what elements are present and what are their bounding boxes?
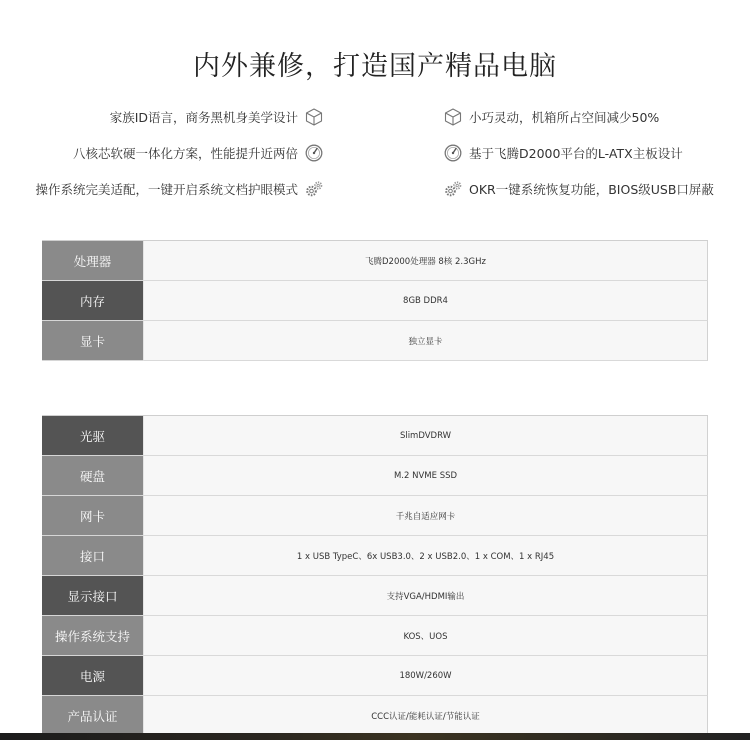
spec-row-power — [42, 656, 708, 696]
feature-text: 基于飞腾D2000平台的L-ATX主板设计 — [469, 146, 683, 161]
spec-value: 支持VGA/HDMI输出 — [143, 576, 708, 616]
spec-table-details — [42, 415, 708, 736]
page-title: 内外兼修，打造国产精品电脑 — [193, 51, 557, 82]
spec-row-optical-drive — [42, 416, 708, 456]
feature-left-2 — [73, 140, 324, 166]
spec-label: 网卡 — [42, 496, 143, 536]
feature-text: 八核芯软硬一体化方案，性能提升近两倍 — [72, 146, 298, 161]
feature-text: 小巧灵动，机箱所占空间减少50% — [469, 110, 660, 125]
spec-row-cpu — [42, 241, 708, 281]
spec-row-os — [42, 616, 708, 656]
spec-value: 8GB DDR4 — [143, 281, 708, 321]
spec-value: 1 x USB TypeC、6x USB3.0、2 x USB2.0、1 x COM、1 x RJ45 — [143, 536, 708, 576]
bottom-decorative-band — [0, 733, 750, 740]
spec-row-ports — [42, 536, 708, 576]
spec-row-gpu — [42, 321, 708, 361]
feature-text: 家族ID语言，商务黑机身美学设计 — [109, 110, 298, 125]
feature-left-3 — [35, 176, 324, 202]
spec-row-storage — [42, 456, 708, 496]
spec-label: 硬盘 — [42, 456, 143, 496]
spec-label: 电源 — [42, 656, 143, 696]
spec-table-core — [42, 240, 708, 361]
spec-row-display — [42, 576, 708, 616]
cube-icon — [304, 107, 324, 127]
spec-label: 操作系统支持 — [42, 616, 143, 656]
cube-icon — [443, 107, 463, 127]
spec-label: 产品认证 — [42, 696, 143, 736]
feature-right-3 — [443, 176, 714, 202]
spec-row-memory — [42, 281, 708, 321]
spec-row-certification — [42, 696, 708, 736]
spec-label: 处理器 — [42, 241, 143, 281]
spec-label: 接口 — [42, 536, 143, 576]
spec-label: 显示接口 — [42, 576, 143, 616]
feature-right-1 — [443, 104, 659, 130]
spec-value: 飞腾D2000处理器 8核 2.3GHz — [143, 241, 708, 281]
spec-label: 内存 — [42, 281, 143, 321]
speedometer-icon — [443, 143, 463, 163]
spec-value: 独立显卡 — [143, 321, 708, 361]
spec-label: 光驱 — [42, 416, 143, 456]
spec-row-network — [42, 496, 708, 536]
feature-text: OKR一键系统恢复功能，BIOS级USB口屏蔽 — [469, 182, 714, 197]
speedometer-icon — [304, 143, 324, 163]
feature-right-2 — [443, 140, 683, 166]
gears-icon — [304, 179, 324, 199]
spec-value: 千兆自适应网卡 — [143, 496, 708, 536]
spec-value: SlimDVDRW — [143, 416, 708, 456]
feature-left-1 — [110, 104, 324, 130]
feature-text: 操作系统完美适配，一键开启系统文档护眼模式 — [35, 182, 298, 197]
spec-value: M.2 NVME SSD — [143, 456, 708, 496]
spec-label: 显卡 — [42, 321, 143, 361]
spec-value: CCC认证/能耗认证/节能认证 — [143, 696, 708, 736]
gears-icon — [443, 179, 463, 199]
spec-value: 180W/260W — [143, 656, 708, 696]
spec-value: KOS、UOS — [143, 616, 708, 656]
